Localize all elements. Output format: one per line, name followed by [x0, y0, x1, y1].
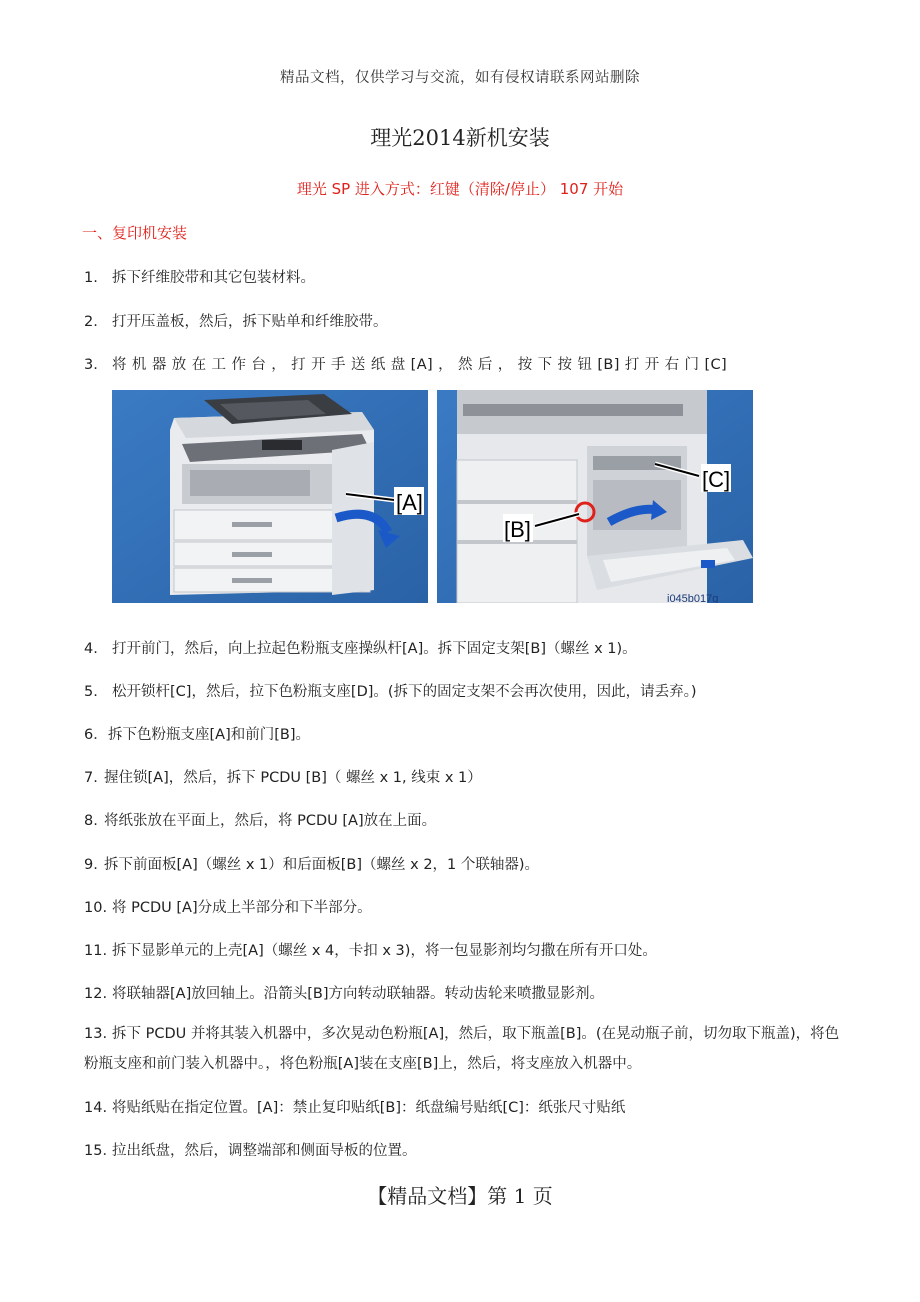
step-number: 10. — [84, 900, 108, 916]
step-2 — [84, 310, 388, 331]
step-15 — [84, 1139, 417, 1160]
step-1 — [84, 266, 315, 287]
step-number: 14. — [84, 1100, 108, 1116]
step-number: 1. — [84, 270, 98, 286]
figure-photo-open-right-door — [437, 390, 753, 603]
step-number: 13. — [84, 1026, 108, 1042]
step-text: 拆下色粉瓶支座[A]和前门[B]。 — [108, 727, 310, 743]
step-6 — [84, 723, 310, 744]
step-text: 将联轴器[A]放回轴上。沿箭头[B]方向转动联轴器。转动齿轮来喷撒显影剂。 — [112, 986, 604, 1002]
step-text: 打开压盖板，然后，拆下贴单和纤维胶带。 — [112, 314, 388, 330]
step-text: 将纸张放在平面上，然后，将 PCDU [A]放在上面。 — [104, 813, 437, 829]
step-7 — [84, 766, 482, 787]
step-number: 8. — [84, 813, 98, 829]
step-4 — [84, 637, 637, 658]
header-note: 精品文档，仅供学习与交流，如有侵权请联系网站删除 — [280, 70, 640, 86]
step-text: 拉出纸盘，然后，调整端部和侧面导板的位置。 — [112, 1143, 417, 1159]
step-3 — [84, 353, 727, 374]
step-number: 3. — [84, 357, 98, 373]
step-text: 松开锁杆[C]，然后，拉下色粉瓶支座[D]。(拆下的固定支架不会再次使用，因此，请丢弃。) — [112, 684, 697, 700]
step-12 — [84, 982, 604, 1003]
page-footer: 【精品文档】第 1 页 — [367, 1184, 553, 1208]
step-text: 打开前门，然后，向上拉起色粉瓶支座操纵杆[A]。拆下固定支架[B]（螺丝 x 1)。 — [112, 641, 637, 657]
step-text: 拆下显影单元的上壳[A]（螺丝 x 4，卡扣 x 3)，将一包显影剂均匀撒在所有开口处。 — [112, 943, 657, 959]
step-10 — [84, 896, 372, 917]
figure-code: i045b017g — [667, 593, 719, 603]
step-text: 拆下 PCDU 并将其装入机器中，多次晃动色粉瓶[A]，然后，取下瓶盖[B]。(在晃动瓶子前，切勿取下瓶盖)，将色粉瓶支座和前门装入机器中。，将色粉瓶[A]装在支座[B]上，然后，将支座放入机器中。 — [84, 1026, 840, 1072]
step-number: 5. — [84, 684, 98, 700]
step-text: 握住锁[A]，然后，拆下 PCDU [B]（ 螺丝 x 1, 线束 x 1） — [104, 770, 482, 786]
figure-photo-open-bypass-tray — [112, 390, 428, 603]
step-number: 12. — [84, 986, 108, 1002]
document-title: 理光2014新机安装 — [370, 126, 550, 150]
step-number: 11. — [84, 943, 108, 959]
step-text: 将 机 器 放 在 工 作 台 ， 打 开 手 送 纸 盘 [A] ， 然 后 ， 按 下 按 钮 [B] 打 开 右 门 [C] — [112, 357, 728, 373]
figure-label-b: [B] — [504, 517, 531, 542]
sp-entry-note: 理光 SP 进入方式：红键（清除/停止） 107 开始 — [296, 180, 624, 198]
step-number: 4. — [84, 641, 98, 657]
step-text: 拆下纤维胶带和其它包装材料。 — [112, 270, 315, 286]
step-number: 7. — [84, 770, 98, 786]
step-9 — [84, 853, 539, 874]
figure-label-c: [C] — [702, 467, 731, 492]
step-11 — [84, 939, 657, 960]
step-number: 6． — [84, 727, 108, 743]
figure-label-a: [A] — [396, 490, 423, 515]
step-text: 拆下前面板[A]（螺丝 x 1）和后面板[B]（螺丝 x 2，1 个联轴器)。 — [104, 857, 540, 873]
step-number: 15． — [84, 1143, 117, 1159]
step-number: 9. — [84, 857, 98, 873]
step-14 — [84, 1096, 625, 1117]
step-number: 2. — [84, 314, 98, 330]
step-5 — [84, 680, 696, 701]
step-8 — [84, 809, 436, 830]
section-heading: 一、复印机安装 — [82, 224, 188, 242]
step-text: 将贴纸贴在指定位置。[A]：禁止复印贴纸[B]：纸盘编号贴纸[C]：纸张尺寸贴纸 — [112, 1100, 626, 1116]
step-13 — [84, 1019, 844, 1079]
step-text: 将 PCDU [A]分成上半部分和下半部分。 — [112, 900, 372, 916]
